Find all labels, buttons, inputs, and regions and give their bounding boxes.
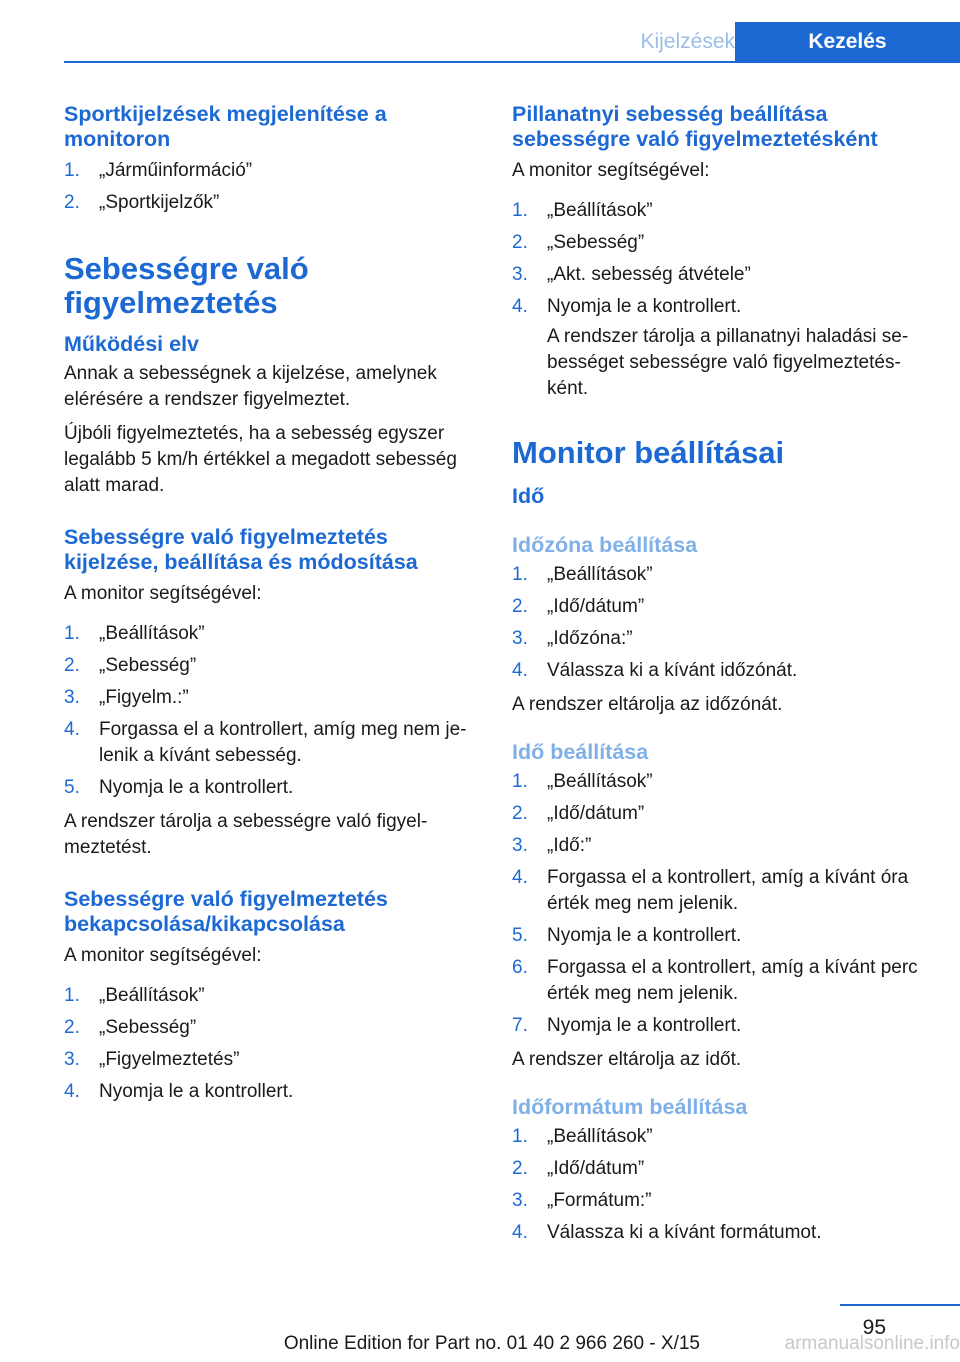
list-item: 1. „Járműinformáció”	[64, 160, 253, 181]
list-item: 7. Nyomja le a kontrollert.	[512, 1015, 742, 1036]
list-item: 1. „Beállítások”	[64, 623, 205, 644]
section-title: Idő	[512, 484, 545, 508]
paragraph: Újbóli figyelmeztetés, ha a sebesség egyszer legalább 5 km/h értékkel a megadott sebesség alatt marad.	[64, 423, 457, 496]
subsection-title: Idő beállítása	[512, 740, 649, 764]
footer-rule	[840, 1304, 960, 1306]
list-item: 3. „Időzóna:”	[512, 628, 633, 649]
watermark: armanualsonline.info	[784, 1333, 960, 1354]
list-item: 3. „Formátum:”	[512, 1190, 652, 1211]
list-item: 3. „Figyelm.:”	[64, 687, 189, 708]
list-item: 5. Nyomja le a kontrollert.	[512, 925, 742, 946]
list-item: 4. Válassza ki a kívánt időzónát.	[512, 660, 798, 681]
tab-kezeles[interactable]: Kezelés	[735, 22, 960, 62]
paragraph: A rendszer tárolja a sebességre való figyelmeztetést.	[64, 811, 428, 858]
list-item: 4. Forgassa el a kontrollert, amíg a kívánt óra érték meg nem jelenik.	[512, 867, 909, 914]
step-list	[512, 198, 932, 402]
step-list	[512, 769, 932, 1039]
section-title: Pillanatnyi sebesség beállítása sebességre való figyelmeztetésként	[512, 102, 878, 151]
paragraph: A monitor segítségével:	[512, 160, 710, 181]
list-item: 2. „Idő/dátum”	[512, 803, 645, 824]
list-item: 2. „Sebesség”	[512, 232, 645, 253]
list-item: 4. Válassza ki a kívánt formátumot.	[512, 1222, 822, 1243]
subsection-title: Időzóna beállítása	[512, 533, 698, 557]
chapter-title: Monitor beállításai	[512, 435, 785, 470]
right-column	[512, 102, 932, 1254]
chapter-title: Sebességre való figyelmeztetés	[64, 251, 309, 320]
step-list	[512, 1124, 932, 1246]
header-rule	[64, 61, 960, 63]
list-item: 4. Forgassa el a kontrollert, amíg meg nem jelenik a kívánt sebesség.	[64, 719, 467, 766]
page-number: 95	[862, 1316, 886, 1339]
list-item-note: A rendszer tárolja a pillanatnyi haladási sebességet sebességre való figyelmeztetésként.	[547, 326, 909, 399]
list-item: 3. „Figyelmeztetés”	[64, 1049, 240, 1070]
step-list	[512, 562, 932, 684]
section-title: Sportkijelzések megjelenítése a monitoron	[64, 102, 387, 151]
step-list	[64, 621, 484, 801]
list-item: 5. Nyomja le a kontrollert.	[64, 777, 294, 798]
list-item: 2. „Idő/dátum”	[512, 1158, 645, 1179]
paragraph: A monitor segítségével:	[64, 583, 262, 604]
list-item: 2. „Sportkijelzők”	[64, 192, 220, 213]
subsection-title: Időformátum beállítása	[512, 1095, 748, 1119]
paragraph: Annak a sebességnek a kijelzése, amelynek elérésére a rendszer figyelmeztet.	[64, 363, 437, 410]
list-item: 6. Forgassa el a kontrollert, amíg a kívánt perc érték meg nem jelenik.	[512, 957, 918, 1004]
list-item: 4. Nyomja le a kontrollert. A rendszer tárolja a pillanatnyi haladási sebességet sebességre való figyelmeztetésként.	[512, 294, 932, 402]
step-list	[64, 983, 484, 1105]
list-item: 4. Nyomja le a kontrollert.	[64, 1081, 294, 1102]
step-list	[64, 158, 484, 216]
paragraph: A rendszer eltárolja az időzónát.	[512, 694, 783, 715]
list-item: 1. „Beállítások”	[512, 564, 653, 585]
tab-kijelzesek[interactable]: Kijelzések	[640, 30, 735, 53]
paragraph: A monitor segítségével:	[64, 945, 262, 966]
list-item: 2. „Idő/dátum”	[512, 596, 645, 617]
list-item: 1. „Beállítások”	[512, 200, 653, 221]
list-item: 2. „Sebesség”	[64, 1017, 197, 1038]
list-item: 3. „Akt. sebesség átvétele”	[512, 264, 751, 285]
list-item: 1. „Beállítások”	[512, 771, 653, 792]
section-title: Sebességre való figyelmeztetés kijelzése, beállítása és módosítása	[64, 525, 418, 574]
section-title: Működési elv	[64, 332, 200, 356]
list-item: 1. „Beállítások”	[512, 1126, 653, 1147]
left-column	[64, 102, 484, 1113]
section-title: Sebességre való figyelmeztetés bekapcsolása/kikapcsolása	[64, 887, 388, 936]
list-item: 2. „Sebesség”	[64, 655, 197, 676]
paragraph: A rendszer eltárolja az időt.	[512, 1049, 742, 1070]
list-item: 1. „Beállítások”	[64, 985, 205, 1006]
edition-note: Online Edition for Part no. 01 40 2 966 260 - X/15	[283, 1333, 700, 1354]
list-item: 3. „Idő:”	[512, 835, 592, 856]
